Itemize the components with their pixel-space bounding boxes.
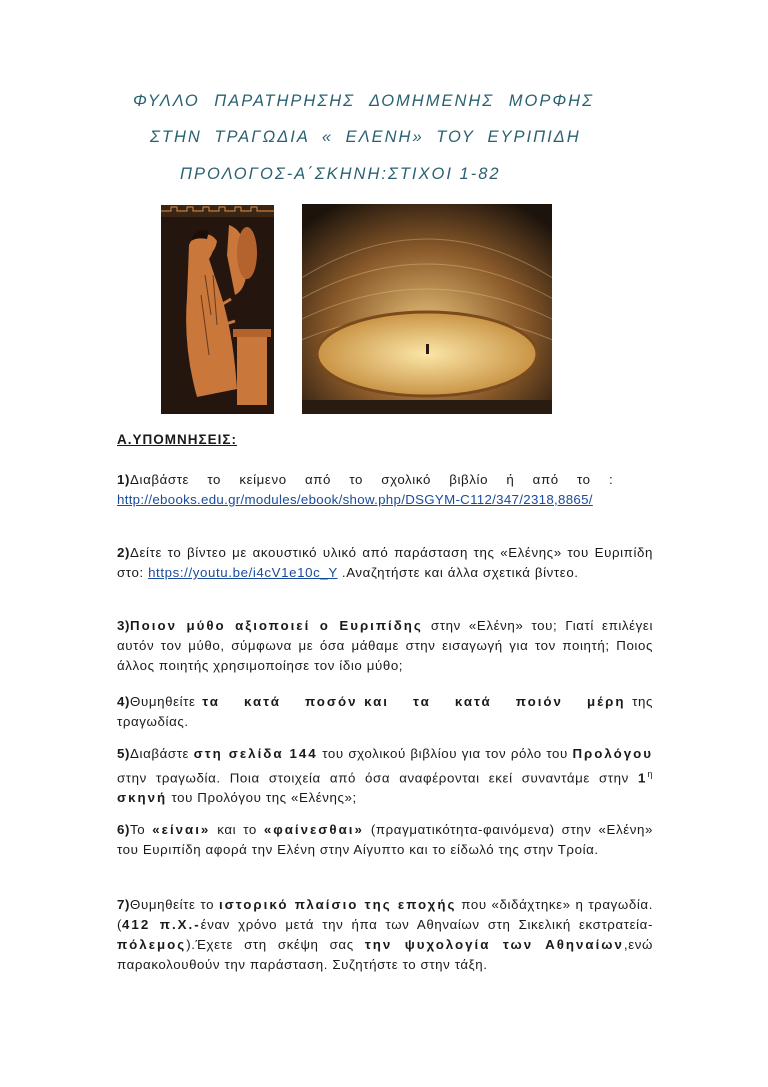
ebook-link[interactable]: http://ebooks.edu.gr/modules/ebook/show.php/DSGYM-C112/347/2318,8865/ xyxy=(117,492,593,507)
list-item: 3)Ποιον μύθο αξιοποιεί ο Ευριπίδης στην «Ελένη» του; Γιατί επιλέγει αυτόν τον μύθο, σύμφωνα με όσα μάθαμε στην εισαγωγή για τον ποιητή; Ποιος άλλος ποιητής χρησιμοποίησε τον ίδιο μύθο; xyxy=(117,618,653,673)
list-item: 6)Το «είναι» και το «φαίνεσθαι» (πραγματικότητα-φαινόμενα) στην «Ελένη» του Ευριπίδη αφορά την Ελένη στην Αίγυπτο και το είδωλό της στην Τροία. xyxy=(117,822,653,857)
list-item: 1)Διαβάστε το κείμενο από το σχολικό βιβλίο ή από το : http://ebooks.edu.gr/modules/ebook/show.php/DSGYM-C112/347/2318,8865/ xyxy=(117,472,614,507)
title-line-3: ΠΡΟΛΟΓΟΣ-Α΄ΣΚΗΝΗ:ΣΤΙΧΟΙ 1-82 xyxy=(180,165,501,183)
ancient-theatre-photo xyxy=(302,204,552,414)
title-line-2: ΣΤΗΝ ΤΡΑΓΩΔΙΑ « ΕΛΕΝΗ» ΤΟΥ ΕΥΡΙΠΙΔΗ xyxy=(150,128,581,146)
list-item: 2)Δείτε το βίντεο με ακουστικό υλικό από παράσταση της «Ελένης» του Ευριπίδη στο: https://youtu.be/i4cV1e10c_Y .Αναζητήστε και άλλα σχετικά βίντεο. xyxy=(117,545,653,580)
vase-painting-image xyxy=(161,205,274,414)
youtube-link[interactable]: https://youtu.be/i4cV1e10c_Y xyxy=(148,565,338,580)
list-item: 5)Διαβάστε στη σελίδα 144 του σχολικού βιβλίου για τον ρόλο του Προλόγου στην τραγωδία. Ποια στοιχεία από όσα αναφέρονται εκεί συναντάμε στην $1^\eta$ σκηνή του Προλόγου της «Ελένης»; xyxy=(117,746,654,806)
list-item: 7)Θυμηθείτε το ιστορικό πλαίσιο της εποχής που «διδάχτηκε» η τραγωδία.(412 π.Χ.-έναν χρόνο μετά την ήπα των Αθηναίων στη Σικελική εκστρατεία-πόλεμος).Έχετε στη σκέψη σας την ψυχολογία των Αθηναίων,ενώ παρακολουθούν την παράσταση. Συζητήστε το στην τάξη. xyxy=(117,897,653,972)
title-line-1: ΦΥΛΛΟ ΠΑΡΑΤΗΡΗΣΗΣ ΔΟΜΗΜΕΝΗΣ ΜΟΡΦΗΣ xyxy=(133,92,594,110)
list-item: 4)Θυμηθείτε τα κατά ποσόν και τα κατά ποιόν μέρη της τραγωδίας. xyxy=(117,694,653,729)
section-heading: Α.ΥΠΟΜΝΗΣΕΙΣ: xyxy=(117,432,237,447)
